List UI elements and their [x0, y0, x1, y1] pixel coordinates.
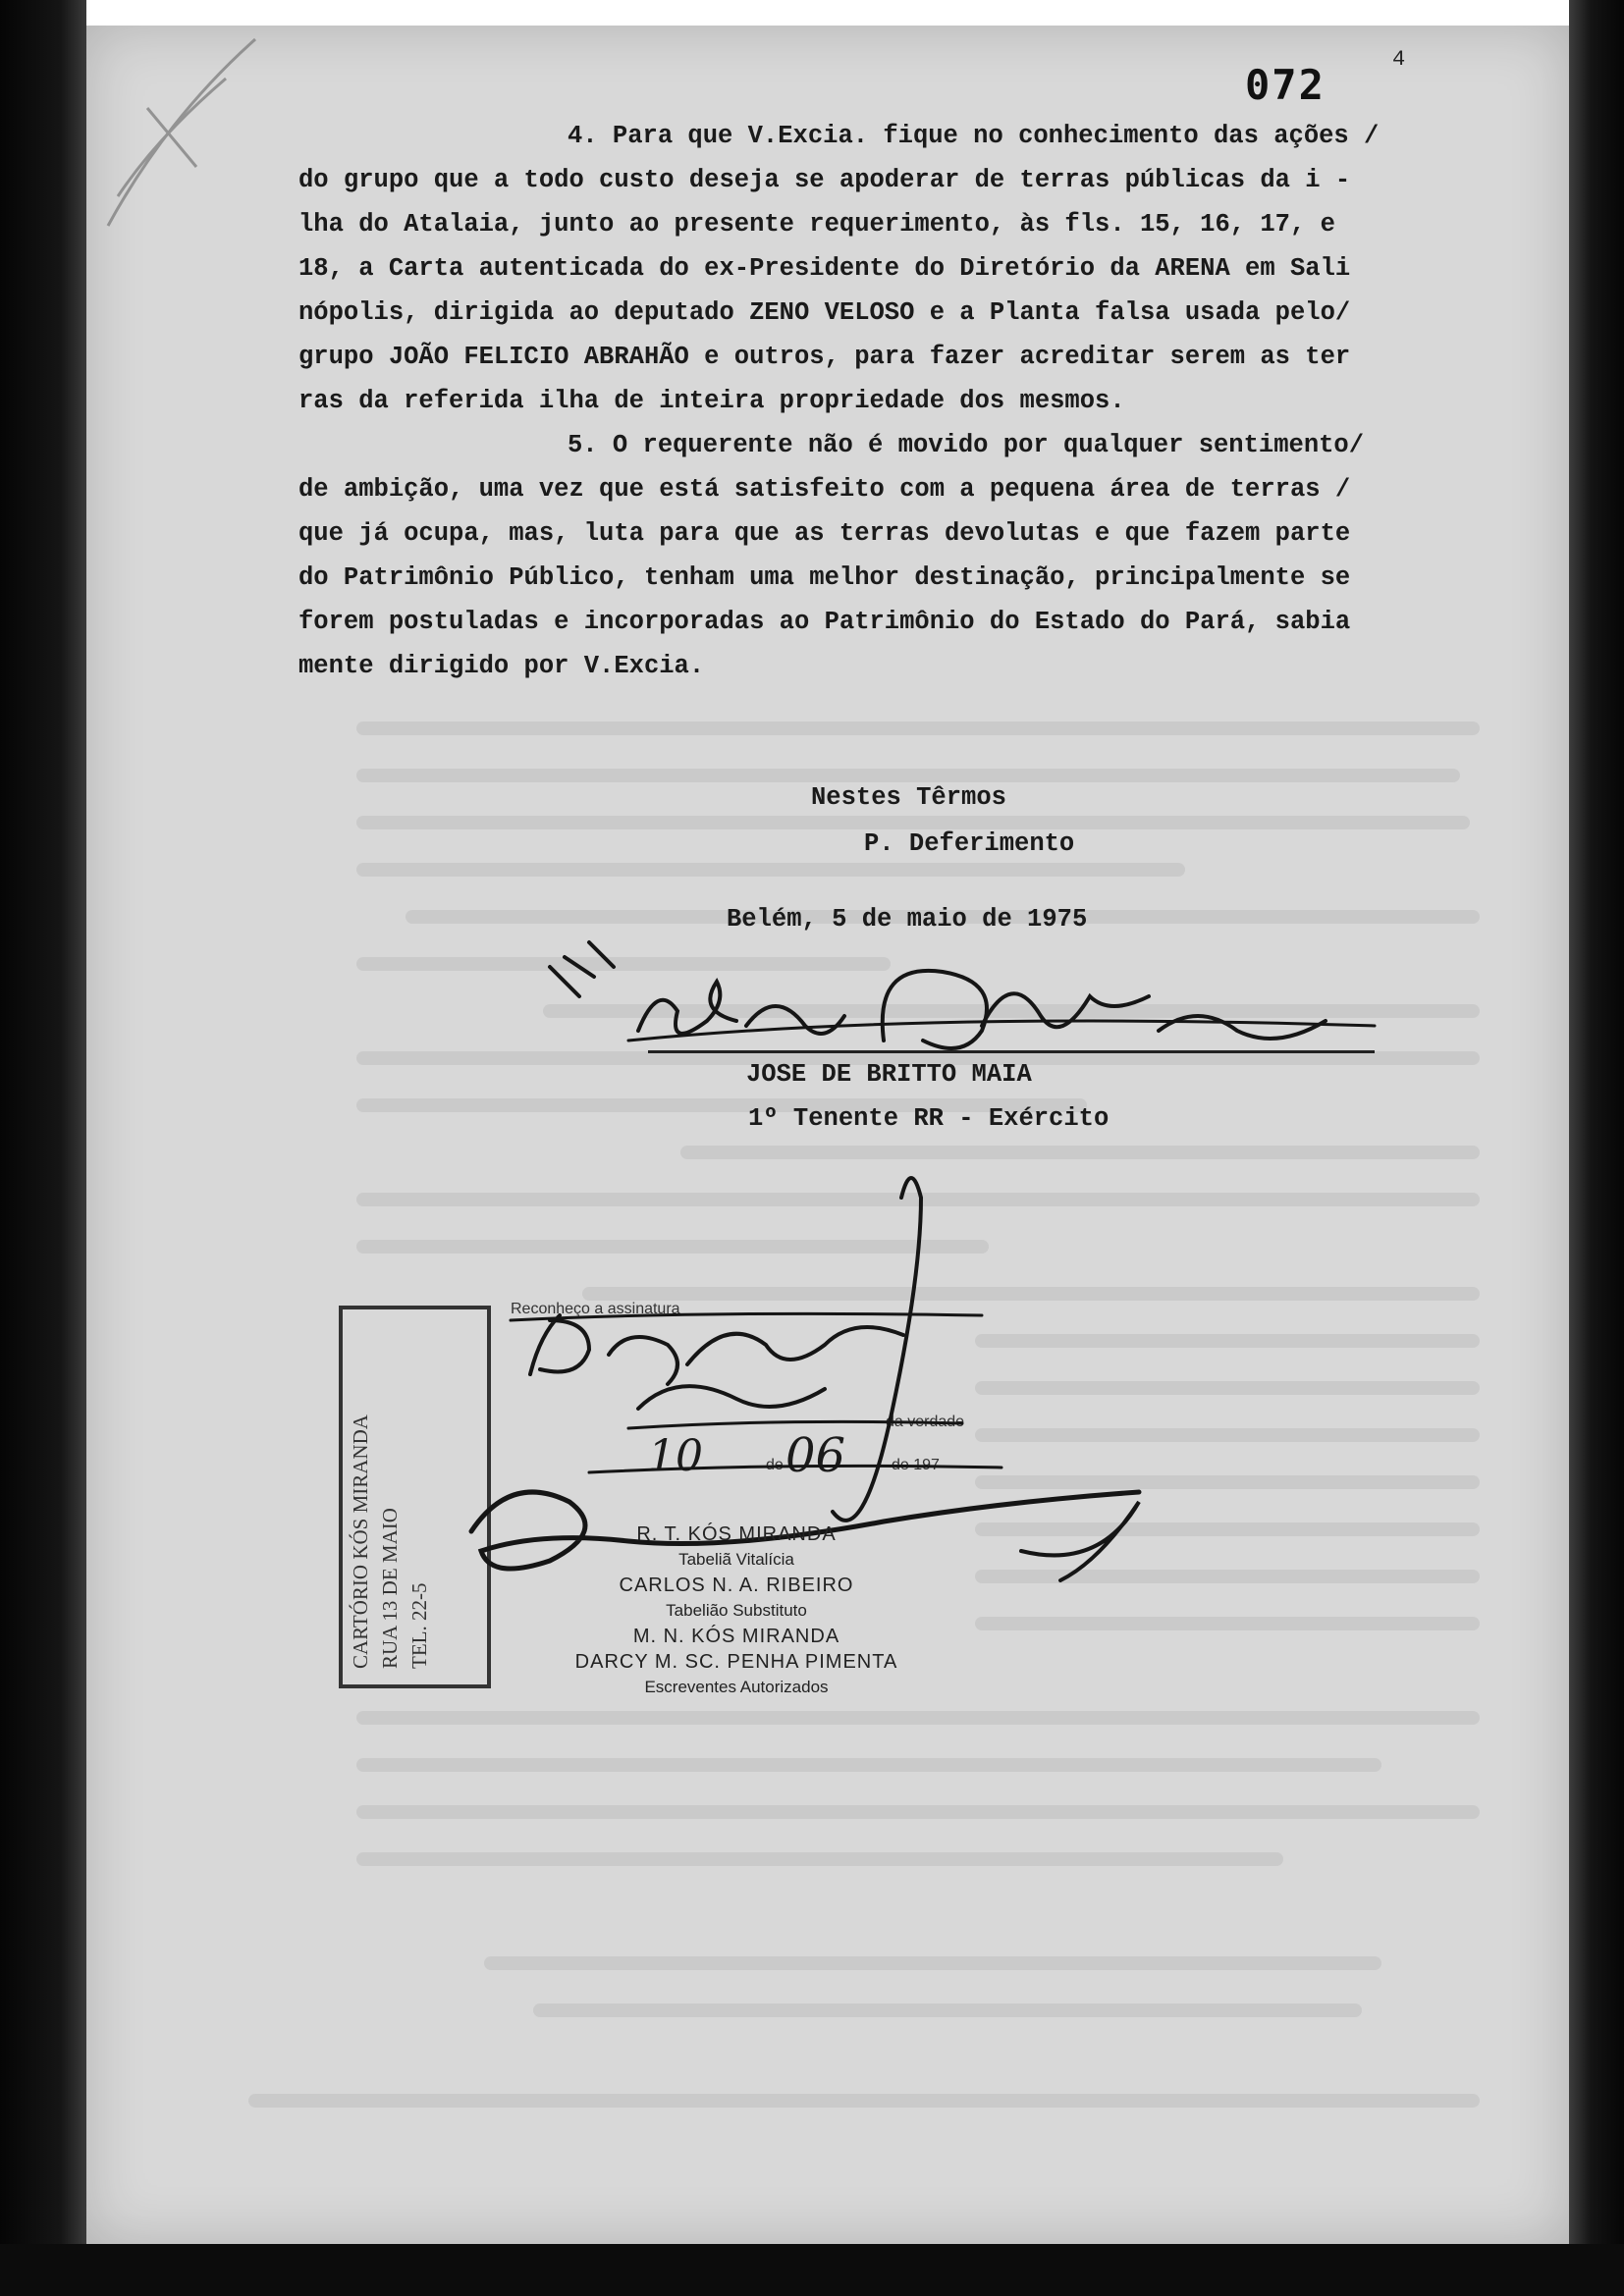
date-de-label: de — [766, 1457, 784, 1473]
notary-name-line: Escreventes Autorizados — [644, 1678, 829, 1696]
signer-rank: 1º Tenente RR - Exército — [748, 1104, 1110, 1133]
paragraph-4-line: 4. Para que V.Excia. fique no conhecimento das ações / — [568, 122, 1380, 150]
verdade-label: da verdade — [886, 1414, 965, 1430]
closing-nestes-termos: Nestes Têrmos — [811, 783, 1006, 812]
notary-name-line: Tabeliã Vitalícia — [678, 1550, 794, 1569]
stamp-vertical-line: TEL. 22-5 — [407, 1582, 431, 1669]
paragraph-5-line: que já ocupa, mas, luta para que as terras devolutas e que fazem parte — [298, 519, 1351, 548]
paragraph-5-line: 5. O requerente não é movido por qualquer sentimento/ — [568, 431, 1365, 459]
paragraph-4-line: lha do Atalaia, junto ao presente requerimento, às fls. 15, 16, 17, e — [298, 210, 1335, 239]
notary-name-line: M. N. KÓS MIRANDA — [632, 1626, 840, 1647]
notary-name-line: DARCY M. SC. PENHA PIMENTA — [574, 1651, 898, 1673]
notary-name-line: R. T. KÓS MIRANDA — [636, 1523, 837, 1545]
notary-names — [530, 1522, 943, 1700]
recognition-label: Reconheço a assinatura — [511, 1301, 680, 1317]
stamp-vertical-line: RUA 13 DE MAIO — [378, 1508, 402, 1669]
paragraph-5-line: mente dirigido por V.Excia. — [298, 652, 705, 680]
year-label: de 197 — [892, 1457, 940, 1473]
stamp-vertical-line: CARTÓRIO KÓS MIRANDA — [349, 1415, 372, 1669]
closing-deferimento: P. Deferimento — [864, 829, 1075, 858]
paragraph-5-line: forem postuladas e incorporadas ao Patrimônio do Estado do Pará, sabia — [298, 608, 1351, 636]
paragraph-5-line: de ambição, uma vez que está satisfeito com a pequena área de terras / — [298, 475, 1351, 504]
handwritten-day: 10 — [648, 1431, 703, 1481]
page-number-small: 4 — [1392, 47, 1406, 72]
notary-name-line: CARLOS N. A. RIBEIRO — [619, 1575, 854, 1596]
paragraph-4-line: ras da referida ilha de inteira propriedade dos mesmos. — [298, 387, 1125, 415]
paragraph-4-line: do grupo que a todo custo deseja se apoderar de terras públicas da i - — [298, 166, 1351, 194]
page-number: 072 — [1245, 61, 1326, 109]
paragraph-5-line: do Patrimônio Público, tenham uma melhor destinação, principalmente se — [298, 563, 1351, 592]
notary-name-line: Tabelião Substituto — [666, 1601, 807, 1620]
paragraph-4-line: grupo JOÃO FELICIO ABRAHÃO e outros, para fazer acreditar serem as ter — [298, 343, 1351, 371]
paragraph-4-line: nópolis, dirigida ao deputado ZENO VELOSO e a Planta falsa usada pelo/ — [298, 298, 1351, 327]
paragraph-4-line: 18, a Carta autenticada do ex-Presidente do Diretório da ARENA em Sali — [298, 254, 1351, 283]
handwritten-month: 06 — [785, 1428, 846, 1483]
place-date: Belém, 5 de maio de 1975 — [727, 905, 1088, 934]
signer-name: JOSE DE BRITTO MAIA — [746, 1060, 1032, 1089]
